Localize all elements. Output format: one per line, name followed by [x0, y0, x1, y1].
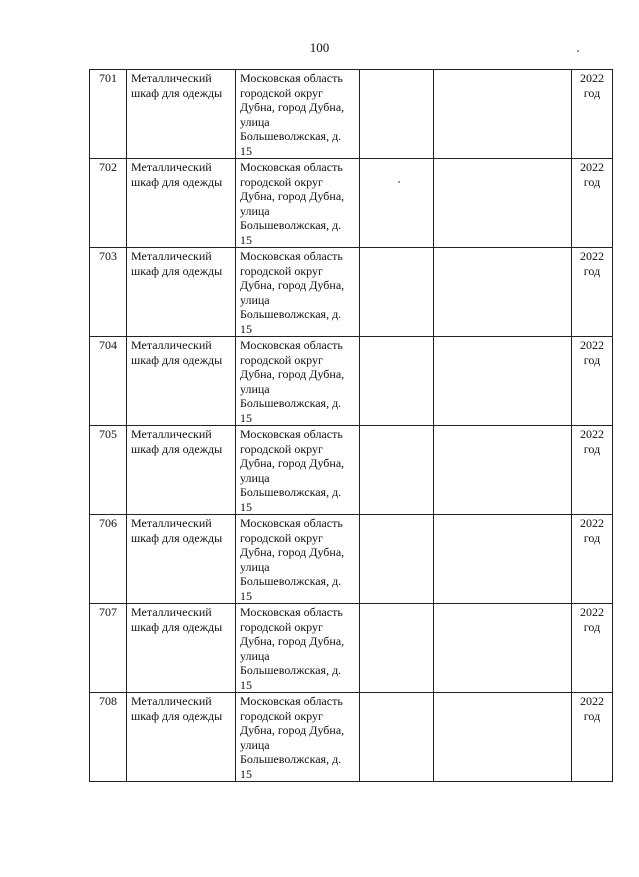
empty-cell-col5: [434, 426, 572, 515]
empty-cell-col4: [360, 159, 434, 248]
table-body: [90, 70, 613, 782]
table-row: [90, 693, 613, 782]
item-name-cell: Металлический шкаф для одежды: [127, 426, 236, 515]
item-year-cell: 2022 год: [572, 159, 613, 248]
item-address-cell: Московская область городской округ Дубна, город Дубна, улица Большеволжская, д. 15: [236, 515, 360, 604]
item-name-cell: Металлический шкаф для одежды: [127, 693, 236, 782]
table-row: [90, 337, 613, 426]
empty-cell-col5: [434, 693, 572, 782]
empty-cell-col4: [360, 70, 434, 159]
empty-cell-col5: [434, 248, 572, 337]
empty-cell-col4: [360, 337, 434, 426]
item-address-cell: Московская область городской округ Дубна, город Дубна, улица Большеволжская, д. 15: [236, 248, 360, 337]
empty-cell-col5: [434, 515, 572, 604]
empty-cell-col5: [434, 604, 572, 693]
empty-cell-col4: [360, 693, 434, 782]
item-name-cell: Металлический шкаф для одежды: [127, 70, 236, 159]
page-number: 100: [309, 40, 330, 55]
empty-cell-col5: [434, 70, 572, 159]
item-year-cell: 2022 год: [572, 604, 613, 693]
empty-cell-col5: [434, 159, 572, 248]
item-name-cell: Металлический шкаф для одежды: [127, 604, 236, 693]
table-row: [90, 426, 613, 515]
item-name-cell: Металлический шкаф для одежды: [127, 248, 236, 337]
scan-speck: [577, 50, 579, 52]
table-row: [90, 604, 613, 693]
empty-cell-col4: [360, 426, 434, 515]
item-number-cell: 706: [90, 515, 127, 604]
empty-cell-col4: [360, 604, 434, 693]
table-row: [90, 515, 613, 604]
item-number-cell: 702: [90, 159, 127, 248]
item-address-cell: Московская область городской округ Дубна, город Дубна, улица Большеволжская, д. 15: [236, 604, 360, 693]
item-number-cell: 705: [90, 426, 127, 515]
item-year-cell: 2022 год: [572, 70, 613, 159]
item-number-cell: 708: [90, 693, 127, 782]
table-row: [90, 159, 613, 248]
item-address-cell: Московская область городской округ Дубна, город Дубна, улица Большеволжская, д. 15: [236, 337, 360, 426]
table-row: [90, 248, 613, 337]
item-year-cell: 2022 год: [572, 337, 613, 426]
item-year-cell: 2022 год: [572, 248, 613, 337]
item-year-cell: 2022 год: [572, 515, 613, 604]
empty-cell-col5: [434, 337, 572, 426]
empty-cell-col4: [360, 515, 434, 604]
item-name-cell: Металлический шкаф для одежды: [127, 337, 236, 426]
empty-cell-col4: [360, 248, 434, 337]
item-address-cell: Московская область городской округ Дубна, город Дубна, улица Большеволжская, д. 15: [236, 159, 360, 248]
item-number-cell: 704: [90, 337, 127, 426]
asset-registry-table: [89, 69, 613, 782]
item-address-cell: Московская область городской округ Дубна, город Дубна, улица Большеволжская, д. 15: [236, 70, 360, 159]
item-number-cell: 703: [90, 248, 127, 337]
item-address-cell: Московская область городской округ Дубна, город Дубна, улица Большеволжская, д. 15: [236, 693, 360, 782]
item-number-cell: 701: [90, 70, 127, 159]
item-name-cell: Металлический шкаф для одежды: [127, 515, 236, 604]
item-name-cell: Металлический шкаф для одежды: [127, 159, 236, 248]
item-address-cell: Московская область городской округ Дубна, город Дубна, улица Большеволжская, д. 15: [236, 426, 360, 515]
item-year-cell: 2022 год: [572, 426, 613, 515]
item-number-cell: 707: [90, 604, 127, 693]
table-row: [90, 70, 613, 159]
item-year-cell: 2022 год: [572, 693, 613, 782]
